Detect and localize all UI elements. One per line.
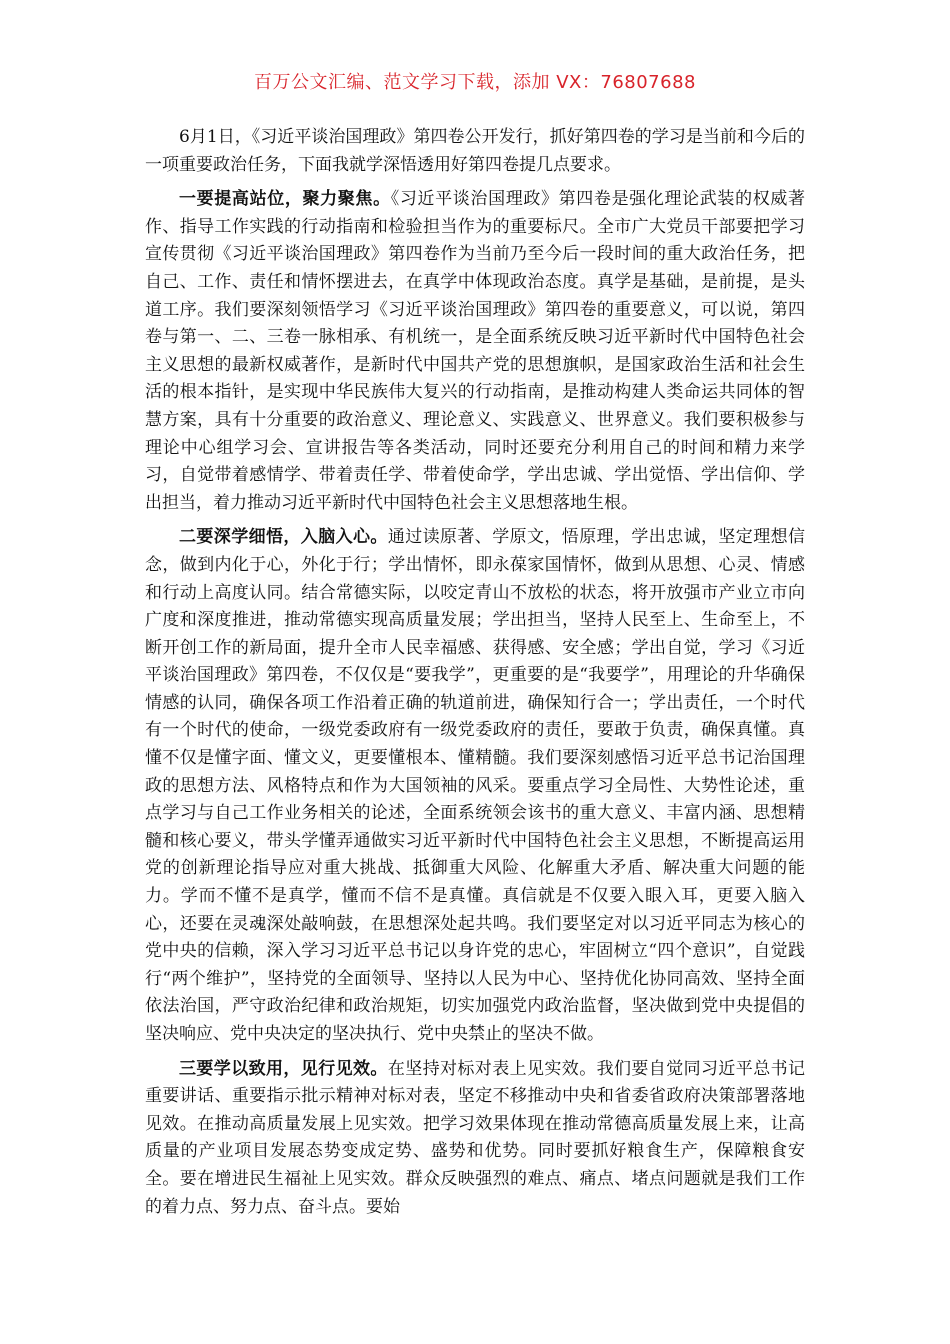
- section-paragraph-1: [145, 186, 805, 517]
- section-heading-3: 三要学以致用，见行见效。: [179, 1058, 388, 1079]
- section-heading-2: 二要深学细悟，入脑入心。: [179, 527, 388, 548]
- watermark-header: 百万公文汇编、范文学习下载，添加 VX：76807688: [254, 72, 696, 93]
- section-heading-1: 一要提高站位，聚力聚焦。: [179, 189, 391, 210]
- document-body: [145, 124, 805, 1228]
- section-body-3: 在坚持对标对表上见实效。我们要自觉同习近平总书记重要讲话、重要指示批示精神对标对表，坚定不移推动中央和省委省政府决策部署落地见效。在推动高质量发展上见实效。把学习效果体现在推动常德高质量发展上来，让高质量的产业项目发展态势变成定势、盛势和优势。同时要抓好粮食生产，保障粮食安全。要在增进民生福祉上见实效。群众反映强烈的难点、痛点、堵点问题就是我们工作的着力点、努力点、奋斗点。要始: [145, 1058, 806, 1217]
- intro-paragraph: 6月1日，《习近平谈治国理政》第四卷公开发行，抓好第四卷的学习是当前和今后的一项重要政治任务，下面我就学深悟透用好第四卷提几点要求。: [145, 127, 805, 175]
- section-paragraph-2: [145, 524, 805, 1048]
- section-body-2: 通过读原著、学原文，悟原理，学出忠诚，坚定理想信念，做到内化于心，外化于行；学出情怀，即永葆家国情怀，做到从思想、心灵、情感和行动上高度认同。结合常德实际，以咬定青山不放松的状态，将开放强市产业立市向广度和深度推进，推动常德实现高质量发展；学出担当，坚持人民至上、生命至上，不断开创工作的新局面，提升全市人民幸福感、获得感、安全感；学出自觉，学习《习近平谈治国理政》第四卷，不仅仅是“要我学”，更重要的是“我要学”，用理论的升华确保情感的认同，确保各项工作沿着正确的轨道前进，确保知行合一；学出责任，一个时代有一个时代的使命，一级党委政府有一级党委政府的责任，要敢于负责，确保真懂。真懂不仅是懂字面、懂文义，更要懂根本、懂精髓。我们要深刻感悟习近平总书记治国理政的思想方法、风格特点和作为大国领袖的风采。要重点学习全局性、大势性论述，重点学习与自己工作业务相关的论述，全面系统领会该书的重大意义、丰富内涵、思想精髓和核心要义，带头学懂弄通做实习近平新时代中国特色社会主义思想，不断提高运用党的创新理论指导应对重大挑战、抵御重大风险、化解重大矛盾、解决重大问题的能力。学而不懂不是真学，懂而不信不是真懂。真信就是不仅要入眼入耳，更要入脑入心，还要在灵魂深处敲响鼓，在思想深处起共鸣。我们要坚定对以习近平同志为核心的党中央的信赖，深入学习习近平总书记以身许党的忠心，牢固树立“四个意识”，自觉践行“两个维护”，坚持党的全面领导、坚持以人民为中心、坚持优化协同高效、坚持全面依法治国，严守政治纪律和政治规矩，切实加强党内政治监督，坚决做到党中央提倡的坚决响应、党中央决定的坚决执行、党中央禁止的坚决不做。: [145, 527, 806, 1044]
- section-paragraph-3: [145, 1056, 805, 1222]
- section-body-1: 《习近平谈治国理政》第四卷是强化理论武装的权威著作、指导工作实践的行动指南和检验担当作为的重要标尺。全市广大党员干部要把学习宣传贯彻《习近平谈治国理政》第四卷作为当前乃至今后一段时间的重大政治任务，把自己、工作、责任和情怀摆进去，在真学中体现政治态度。真学是基础，是前提，是头道工序。我们要深刻领悟学习《习近平谈治国理政》第四卷的重要意义，可以说，第四卷与第一、二、三卷一脉相承、有机统一，是全面系统反映习近平新时代中国特色社会主义思想的最新权威著作，是新时代中国共产党的思想旗帜，是国家政治生活和社会生活的根本指针，是实现中华民族伟大复兴的行动指南，是推动构建人类命运共同体的智慧方案，具有十分重要的政治意义、理论意义、实践意义、世界意义。我们要积极参与理论中心组学习会、宣讲报告等各类活动，同时还要充分利用自己的时间和精力来学习，自觉带着感情学、带着责任学、带着使命学，学出忠诚、学出觉悟、学出信仰、学出担当，着力推动习近平新时代中国特色社会主义思想落地生根。: [145, 189, 806, 513]
